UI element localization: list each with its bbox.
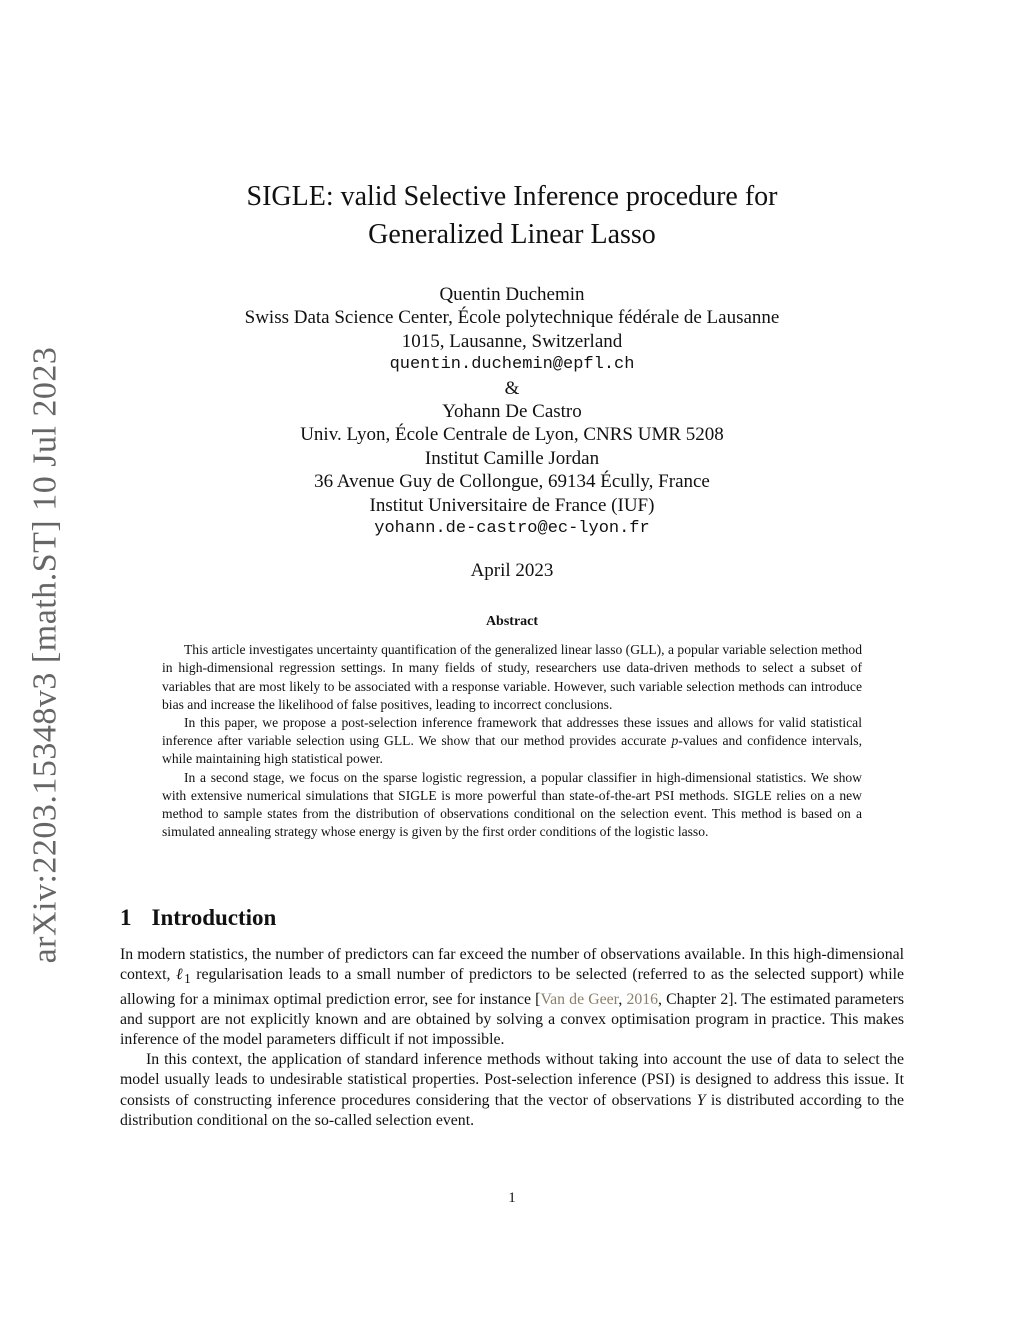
author1-affiliation2: 1015, Lausanne, Switzerland [401, 330, 623, 352]
abstract [162, 613, 862, 841]
intro-p1-text-c: , [618, 990, 627, 1008]
paper-title [120, 178, 904, 254]
section-title: Introduction [151, 905, 277, 930]
intro-p1-text-b: regularisation leads to a small number of predictors to be selected (referred to as the selected support) while allowing for a minimax optimal prediction error, see for instance [ [120, 966, 904, 1008]
author-block [120, 283, 904, 540]
abstract-p2-italic-p: p [671, 733, 679, 749]
abstract-paragraph-2 [162, 714, 862, 769]
citation-link-author[interactable]: Van de Geer [540, 990, 619, 1008]
intro-paragraph-2 [120, 1050, 904, 1131]
author2-affiliation4: Institut Universitaire de France (IUF) [369, 494, 655, 516]
intro-p2-text-b: is distributed according to the distribution conditional on the so-called selection event. [120, 1091, 904, 1129]
author1-affiliation1: Swiss Data Science Center, École polytechnique fédérale de Lausanne [244, 307, 780, 329]
arxiv-identifier-text: arXiv:2203.15348v3 [math.ST] 10 Jul 2023 [26, 346, 63, 964]
ell-symbol: ℓ [175, 966, 185, 984]
section-number: 1 [120, 905, 132, 930]
paper-title-line1: SIGLE: valid Selective Inference procedure for [246, 181, 778, 212]
paper-title-line2: Generalized Linear Lasso [368, 219, 656, 250]
author-separator: & [504, 377, 520, 399]
author1-name: Quentin Duchemin [439, 284, 585, 305]
author1-email: quentin.duchemin@epfl.ch [389, 355, 635, 375]
section-heading [120, 905, 904, 931]
arxiv-identifier-stamp [20, 346, 70, 964]
ell-subscript: 1 [184, 971, 191, 987]
publication-date: April 2023 [470, 560, 554, 582]
abstract-p2-text-b: -values and confidence intervals, while maintaining high statistical power. [162, 733, 862, 767]
abstract-paragraph-1: This article investigates uncertainty quantification of the generalized linear lasso (GLL), a popular variable selection method in high-dimensional regression settings. In many fields of study, researchers use data-driven methods to select a subset of variables that are most likely to be associated with a response variable. However, such variable selection methods can introduce bias and increase the likelihood of false positives, leading to incorrect conclusions. [162, 642, 862, 712]
intro-p2-text-a: In this context, the application of standard inference methods without taking into account the use of data to select the model usually leads to undesirable statistical properties. Post-selection inference (PSI) is designed to address this issue. It consists of constructing inference procedures considering that the vector of observations [120, 1051, 904, 1109]
intro-paragraph-1 [120, 945, 904, 1050]
variable-y: Y [696, 1091, 706, 1109]
page-number: 1 [508, 1190, 516, 1206]
title-block [120, 178, 904, 582]
author2-affiliation1: Univ. Lyon, École Centrale de Lyon, CNRS UMR 5208 [300, 424, 724, 446]
abstract-heading: Abstract [485, 614, 539, 629]
abstract-paragraph-3: In a second stage, we focus on the sparse logistic regression, a popular classifier in high-dimensional statistics. We show with extensive numerical simulations that SIGLE is more powerful than state-of-the-art PSI methods. SIGLE relies on a new method to sample states from the distribution of observations conditional on the selection event. This method is based on a simulated annealing strategy whose energy is given by the first order conditions of the logistic lasso. [162, 769, 862, 840]
intro-p1-text-a: In modern statistics, the number of predictors can far exceed the number of observations available. In this high-dimensional context, [120, 946, 904, 984]
citation-link-year[interactable]: 2016 [626, 990, 659, 1008]
author2-email: yohann.de-castro@ec-lyon.fr [374, 519, 650, 539]
introduction-section [120, 905, 904, 1131]
author2-affiliation2: Institut Camille Jordan [424, 447, 600, 469]
intro-p1-text-d: , Chapter 2]. The estimated parameters and support are not explicitly known and are obtained by solving a convex optimisation program in practice. This makes inference of the model parameters difficult if not impossible. [120, 990, 905, 1048]
author2-name: Yohann De Castro [442, 401, 582, 423]
author2-affiliation3: 36 Avenue Guy de Collongue, 69134 Écully, France [314, 471, 710, 493]
abstract-p2-text-a: In this paper, we propose a post-selection inference framework that addresses these issues and allows for valid statistical inference after variable selection using GLL. We show that our method provides accurate [162, 715, 862, 749]
